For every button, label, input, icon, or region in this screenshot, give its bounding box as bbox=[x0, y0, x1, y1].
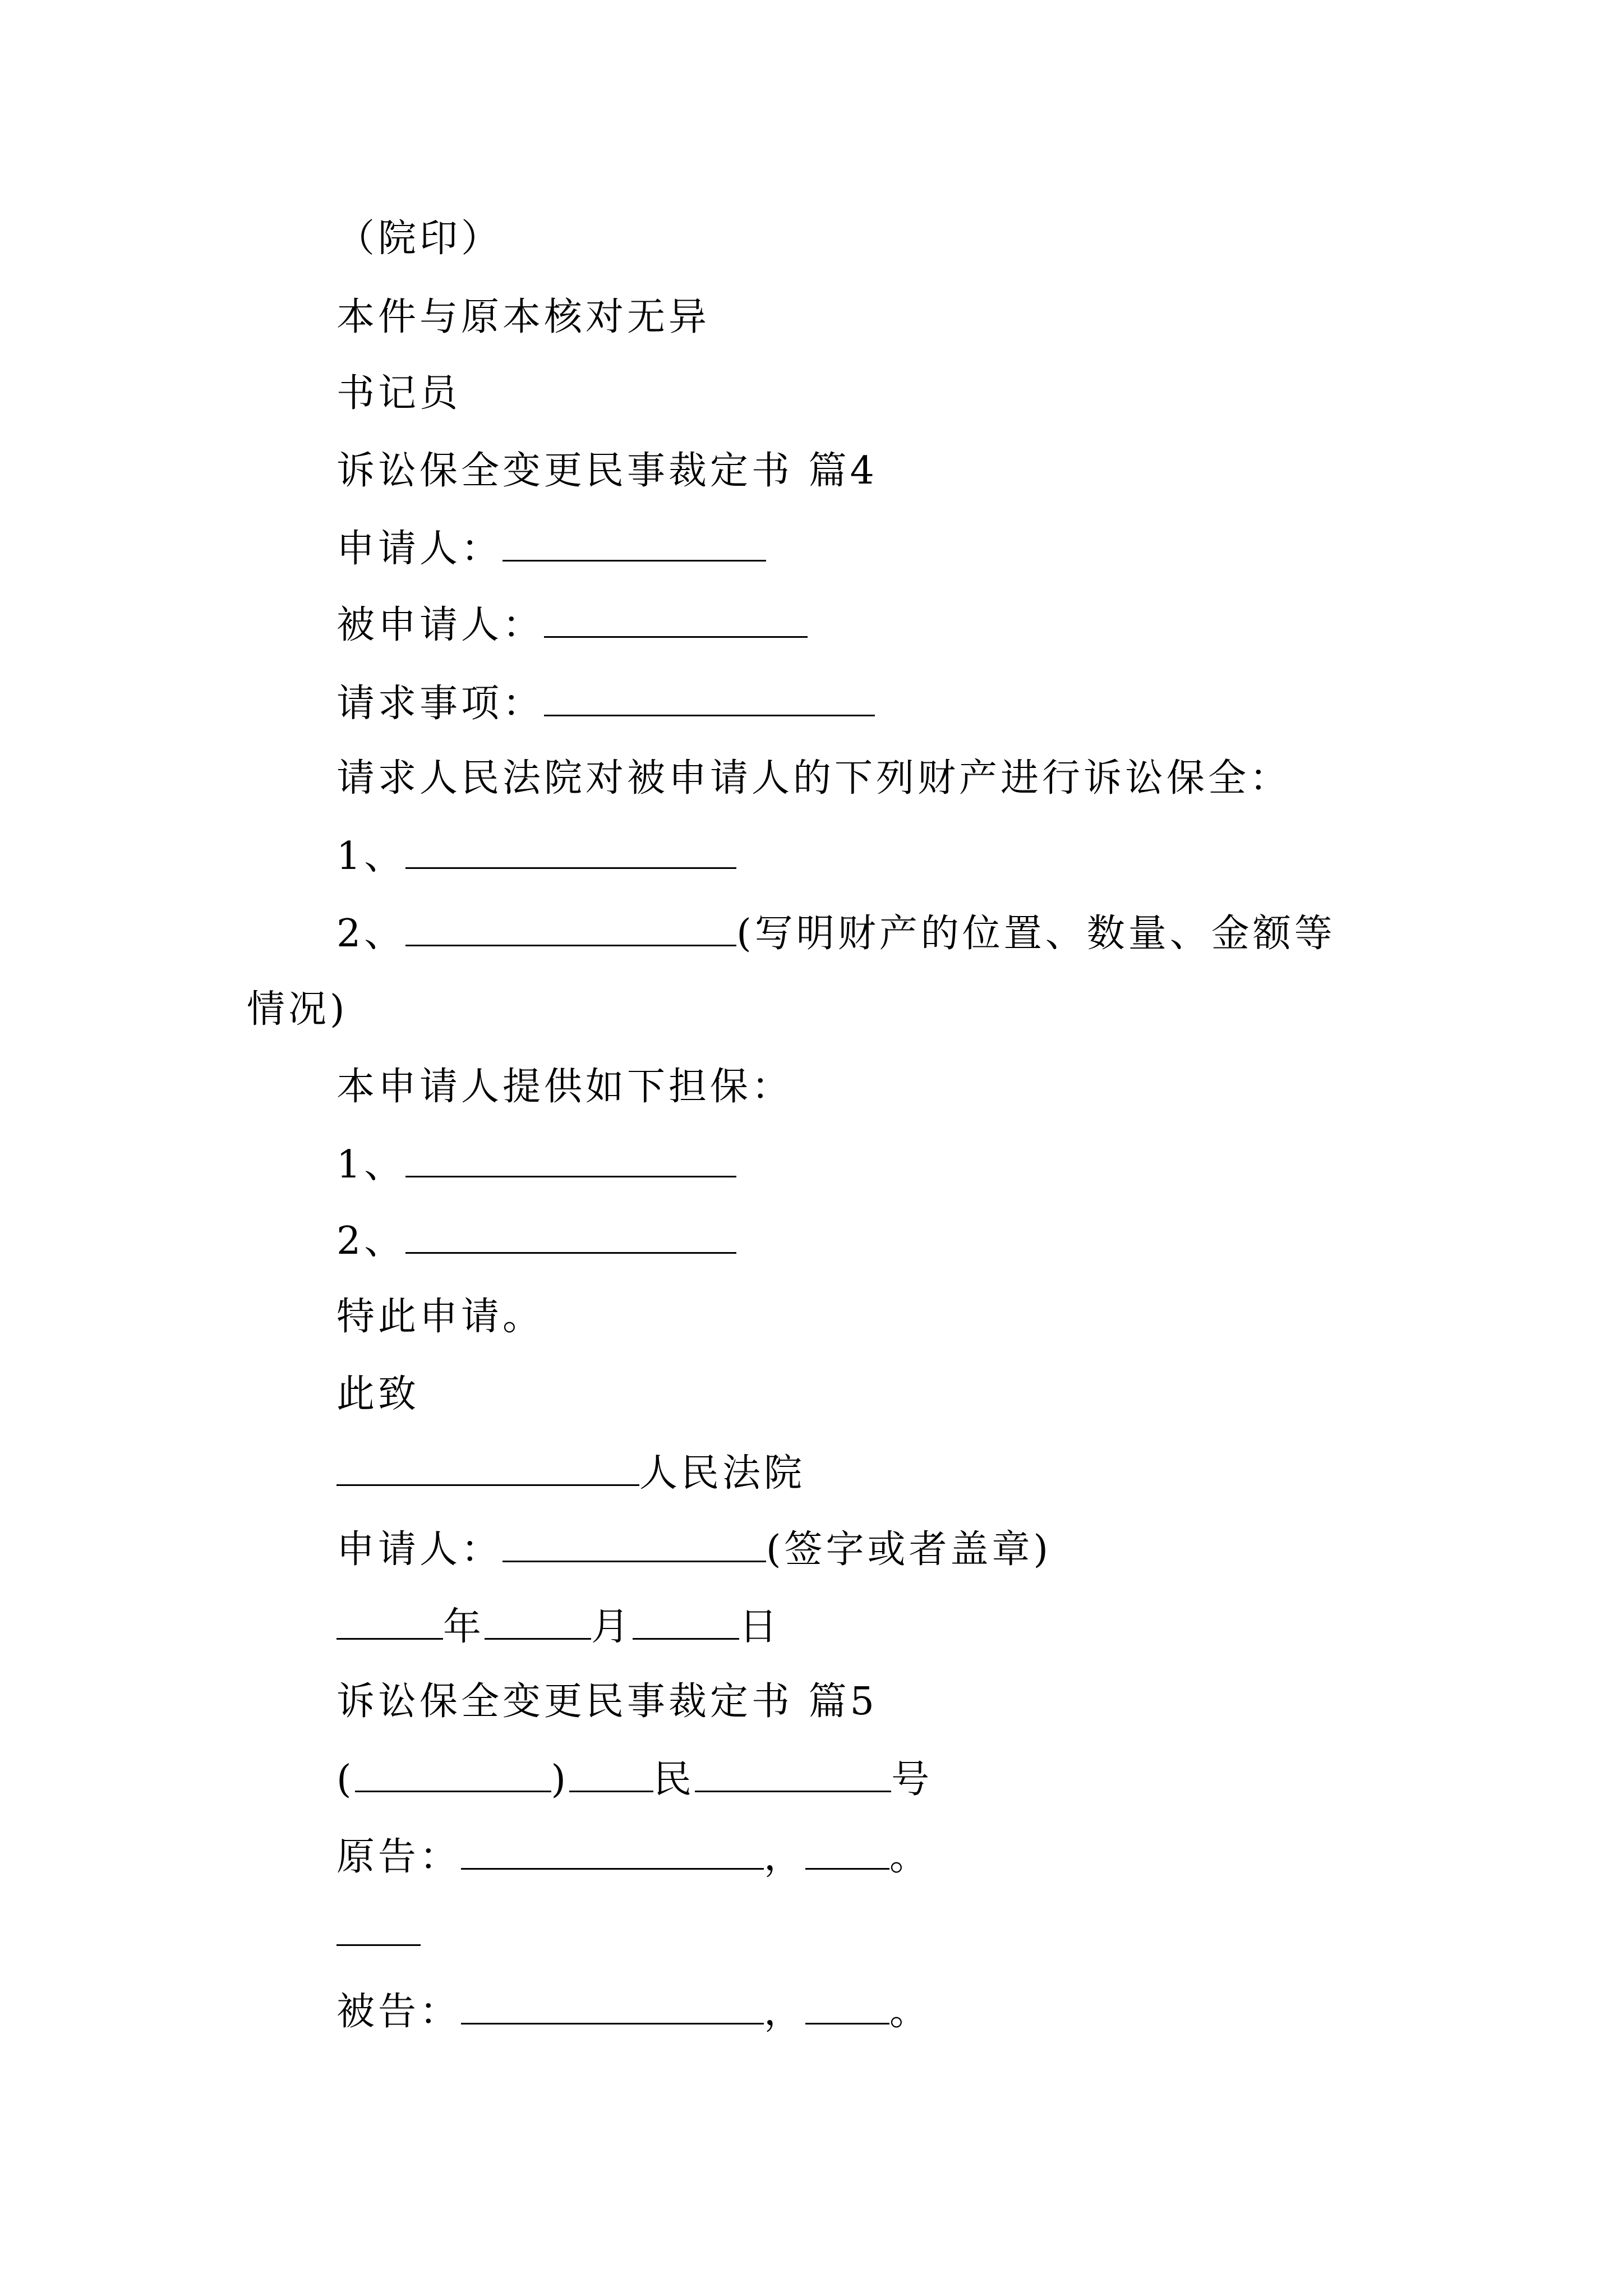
applicant-label: 申请人： bbox=[336, 527, 503, 571]
guarantee-item-2 bbox=[336, 1217, 736, 1262]
guarantee-item-1-blank bbox=[405, 1141, 736, 1177]
property-item-2-note-cont: 情况) bbox=[247, 987, 348, 1032]
section-title-5: 诉讼保全变更民事裁定书 篇5 bbox=[336, 1680, 878, 1724]
property-item-2-blank bbox=[405, 910, 736, 946]
year-blank bbox=[336, 1603, 443, 1640]
property-item-2-note: (写明财产的位置、数量、金额等 bbox=[736, 912, 1336, 956]
defendant-row bbox=[336, 1988, 931, 2033]
guarantee-item-2-label: 2、 bbox=[336, 1219, 406, 1263]
defendant-period: 。 bbox=[889, 1990, 932, 2034]
property-item-2-label: 2、 bbox=[336, 912, 406, 956]
request-blank bbox=[544, 680, 875, 716]
property-item-2 bbox=[336, 910, 1336, 955]
case-court-blank bbox=[569, 1756, 653, 1792]
month-label: 月 bbox=[591, 1605, 633, 1649]
verification-line: 本件与原本核对无异 bbox=[336, 295, 711, 339]
defendant-extra-blank bbox=[805, 1988, 889, 2024]
court-name-blank bbox=[336, 1450, 639, 1486]
defendant-blank bbox=[461, 1988, 764, 2024]
applicant-row bbox=[336, 525, 766, 570]
case-number-row bbox=[336, 1756, 933, 1801]
court-seal-line: （院印） bbox=[336, 217, 503, 261]
plaintiff-row bbox=[336, 1833, 931, 1878]
closing-application: 特此申请。 bbox=[336, 1295, 545, 1339]
applicant-blank bbox=[502, 525, 766, 562]
case-civil-label: 民 bbox=[653, 1757, 695, 1802]
respondent-label: 被申请人： bbox=[336, 603, 545, 647]
year-label: 年 bbox=[443, 1605, 485, 1649]
plaintiff-extra-blank bbox=[805, 1833, 889, 1870]
case-open-paren: ( bbox=[336, 1757, 355, 1802]
plaintiff-blank bbox=[461, 1833, 764, 1870]
case-year-blank bbox=[355, 1756, 551, 1792]
plaintiff-period: 。 bbox=[889, 1835, 932, 1879]
day-label: 日 bbox=[739, 1605, 781, 1649]
continuation-blank-row bbox=[336, 1910, 421, 1954]
plaintiff-label: 原告： bbox=[336, 1835, 462, 1879]
request-statement: 请求人民法院对被申请人的下列财产进行诉讼保全： bbox=[336, 756, 1292, 800]
property-item-1-blank bbox=[405, 832, 736, 869]
signature-label: 申请人： bbox=[336, 1527, 503, 1572]
section-title-4: 诉讼保全变更民事裁定书 篇4 bbox=[336, 449, 878, 493]
signature-row bbox=[336, 1526, 1052, 1571]
case-close-paren: ) bbox=[551, 1757, 570, 1802]
month-blank bbox=[485, 1603, 591, 1640]
defendant-label: 被告： bbox=[336, 1990, 462, 2034]
case-number-blank bbox=[695, 1756, 891, 1792]
day-blank bbox=[633, 1603, 739, 1640]
guarantee-statement: 本申请人提供如下担保： bbox=[336, 1065, 794, 1109]
guarantee-item-2-blank bbox=[405, 1217, 736, 1254]
guarantee-item-1 bbox=[336, 1141, 736, 1186]
plaintiff-comma: ， bbox=[764, 1835, 806, 1879]
guarantee-item-1-label: 1、 bbox=[336, 1143, 406, 1187]
court-name-suffix: 人民法院 bbox=[639, 1451, 806, 1496]
date-row bbox=[336, 1603, 781, 1648]
signature-blank bbox=[502, 1526, 766, 1562]
clerk-line: 书记员 bbox=[336, 371, 462, 416]
respondent-blank bbox=[544, 601, 808, 638]
signature-note: (签字或者盖章) bbox=[766, 1527, 1052, 1572]
case-hao-label: 号 bbox=[891, 1757, 933, 1802]
request-label: 请求事项： bbox=[336, 682, 545, 726]
court-name-row bbox=[336, 1450, 805, 1494]
defendant-comma: ， bbox=[764, 1990, 806, 2034]
request-row bbox=[336, 680, 875, 725]
property-item-1-label: 1、 bbox=[336, 834, 406, 878]
property-item-1 bbox=[336, 832, 736, 877]
continuation-blank bbox=[336, 1910, 421, 1946]
salutation: 此致 bbox=[336, 1372, 420, 1416]
respondent-row bbox=[336, 601, 808, 646]
